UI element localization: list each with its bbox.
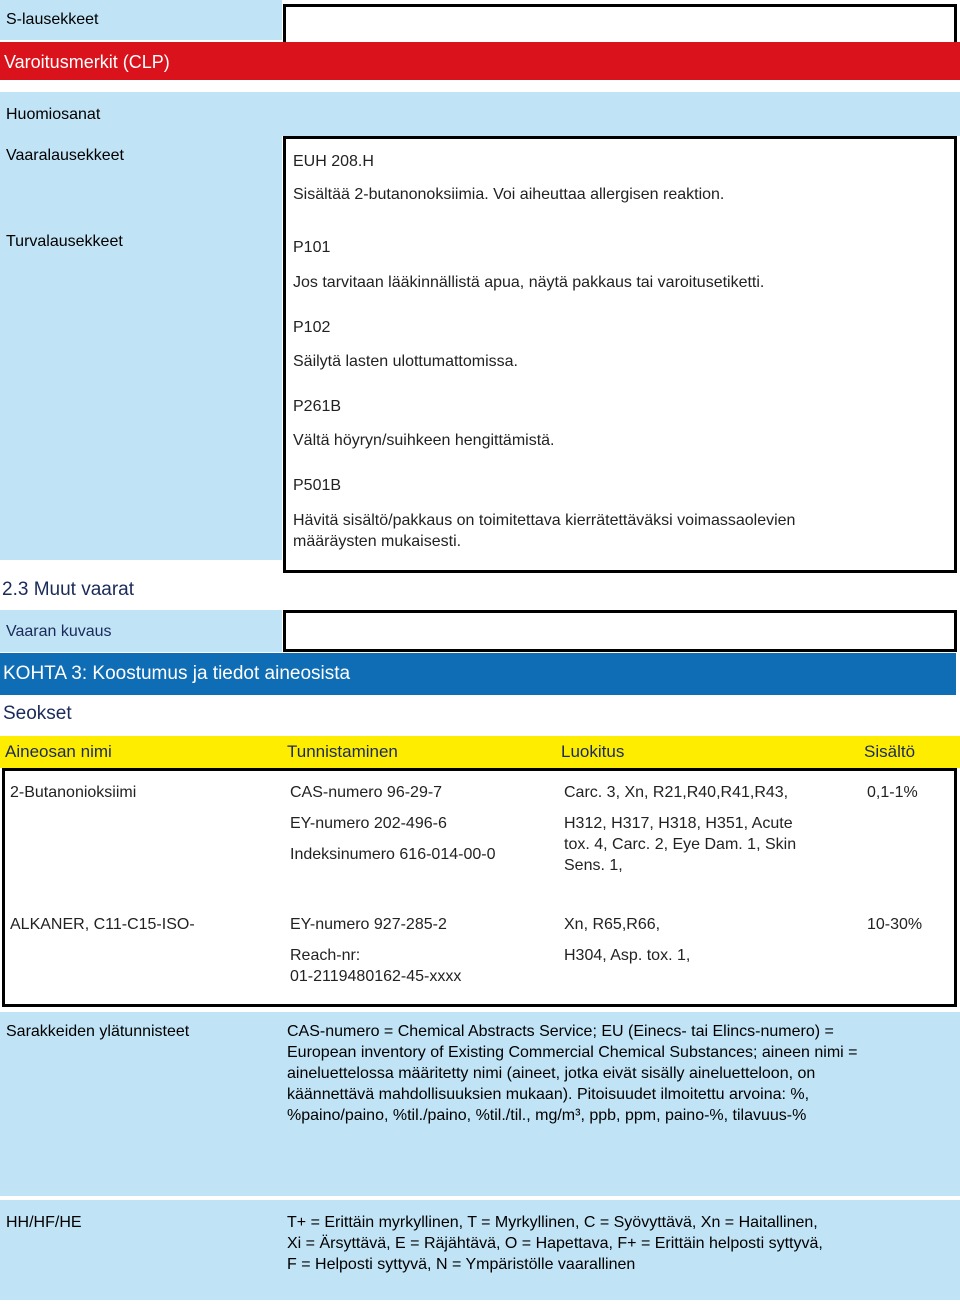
huomiosanat-label: Huomiosanat: [6, 106, 101, 123]
s-lausekkeet-value-box: [283, 4, 957, 46]
row2-name: ALKANER, C11-C15-ISO-: [10, 916, 195, 933]
col-header-id: Tunnistaminen: [287, 742, 398, 761]
p101-code: P101: [293, 239, 331, 256]
p501b-code: P501B: [293, 477, 342, 494]
row2-content: 10-30%: [867, 916, 923, 933]
sarakkeiden-line4: käännettävä mahdollisuuksien mukaan). Pitoisuudet ilmoitettu arvoina: %,: [287, 1086, 810, 1103]
kohta3-heading: KOHTA 3: Koostumus ja tiedot aineosista: [3, 663, 351, 684]
vaaran-kuvaus-label: Vaaran kuvaus: [6, 623, 112, 640]
huomiosanat-value-cell: [282, 92, 960, 136]
composition-table: [2, 768, 957, 1007]
hh-line1: T+ = Erittäin myrkyllinen, T = Myrkyllinen, C = Syövyttävä, Xn = Haitallinen,: [287, 1214, 818, 1231]
sarakkeiden-line1: CAS-numero = Chemical Abstracts Service; EU (Einecs- tai Elincs-numero) =: [287, 1023, 834, 1040]
p261b-code: P261B: [293, 398, 342, 415]
vaaran-kuvaus-value-box: [283, 610, 957, 652]
p101-text: Jos tarvitaan lääkinnällistä apua, näytä pakkaus tai varoitusetiketti.: [293, 274, 765, 291]
sarakkeiden-line2: European inventory of Existing Commercial Chemical Substances; aineen nimi =: [287, 1044, 858, 1061]
row1-class-line3: tox. 4, Carc. 2, Eye Dam. 1, Skin: [564, 836, 797, 853]
row2-id-line2: Reach-nr:: [290, 947, 361, 964]
varoitusmerkit-label: Varoitusmerkit (CLP): [4, 52, 170, 72]
turvalausekkeet-label: Turvalausekkeet: [6, 233, 123, 250]
row1-id-line3: Indeksinumero 616-014-00-0: [290, 846, 496, 863]
row2-id-line3: 01-2119480162-45-xxxx: [290, 968, 462, 985]
p261b-text: Vältä höyryn/suihkeen hengittämistä.: [293, 432, 555, 449]
col-header-class: Luokitus: [561, 742, 625, 761]
hh-line2: Xi = Ärsyttävä, E = Räjähtävä, O = Hapettava, F+ = Erittäin helposti syttyvä,: [287, 1235, 823, 1252]
row1-content: 0,1-1%: [867, 784, 918, 801]
sarakkeiden-line5: %paino/paino, %til./paino, %til./til., mg/m³, ppb, ppm, paino-%, tilavuus-%: [287, 1107, 807, 1124]
varoitusmerkit-bar: [0, 42, 960, 80]
row1-class-line4: Sens. 1,: [564, 857, 623, 874]
table-header-row: [0, 736, 960, 768]
row2-class-line2: H304, Asp. tox. 1,: [564, 947, 691, 964]
kohta3-bar: [0, 653, 956, 695]
col-header-content: Sisältö: [864, 742, 916, 761]
row1-class-line1: Carc. 3, Xn, R21,R40,R41,R43,: [564, 784, 789, 801]
seokset-heading: Seokset: [3, 703, 72, 724]
euh-text: Sisältää 2-butanonoksiimia. Voi aiheuttaa allergisen reaktion.: [293, 186, 725, 203]
p102-text: Säilytä lasten ulottumattomissa.: [293, 353, 518, 370]
sarakkeiden-line3: aineluettelossa määritetty nimi (aineet, jotka eivät sisälly aineluetteloon, on: [287, 1065, 816, 1082]
s-lausekkeet-label: S-lausekkeet: [6, 11, 99, 28]
row1-class-line2: H312, H317, H318, H351, Acute: [564, 815, 793, 832]
p102-code: P102: [293, 319, 331, 336]
row1-id-line2: EY-numero 202-496-6: [290, 815, 447, 832]
muut-vaarat-heading: 2.3 Muut vaarat: [2, 579, 135, 600]
sarakkeiden-label: Sarakkeiden ylätunnisteet: [6, 1023, 190, 1040]
euh-code: EUH 208.H: [293, 153, 374, 170]
p501b-text-line1: Hävitä sisältö/pakkaus on toimitettava kierrätettäväksi voimassaolevien: [293, 512, 796, 529]
row1-id-line1: CAS-numero 96-29-7: [290, 784, 443, 801]
hh-line3: F = Helposti syttyvä, N = Ympäristölle vaarallinen: [287, 1256, 636, 1273]
row1-name: 2-Butanonioksiimi: [10, 784, 137, 801]
vaaralausekkeet-label: Vaaralausekkeet: [6, 147, 124, 164]
row2-id-line1: EY-numero 927-285-2: [290, 916, 447, 933]
hh-label: HH/HF/HE: [6, 1214, 82, 1231]
col-header-name: Aineosan nimi: [5, 742, 112, 761]
p501b-text-line2: määräysten mukaisesti.: [293, 533, 462, 550]
row2-class-line1: Xn, R65,R66,: [564, 916, 661, 933]
